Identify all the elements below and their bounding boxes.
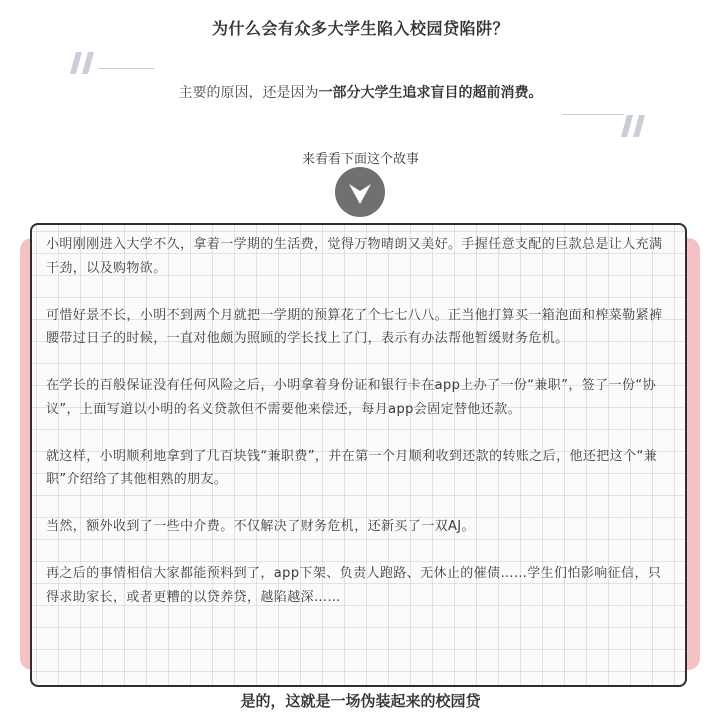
page-title: 为什么会有众多大学生陷入校园贷陷阱？: [211, 19, 509, 38]
story-paragraph: 小明刚刚进入大学不久，拿着一学期的生活费，觉得万物晴朗又美好。手握任意支配的巨款总是让人充满干劲，以及购物欲。: [46, 237, 663, 276]
story-paragraph: 再之后的事情相信大家都能预料到了，app下架、负责人跑路、无休止的催债……学生们怕影响征信，只得求助家长，或者更糟的以贷养贷，越陷越深……: [46, 566, 662, 605]
quote-close-icon: [619, 113, 651, 139]
story-paragraph: 就这样，小明顺利地拿到了几百块钱“兼职费”，并在第一个月顺利收到还款的转账之后，他还把这个“兼职”介绍给了其他相熟的朋友。: [46, 448, 658, 487]
story-card: [30, 223, 687, 687]
story-paragraph: 当然，额外收到了一些中介费。不仅解决了财务危机，还新买了一双AJ。: [46, 519, 475, 534]
arrow-circle: [335, 167, 385, 217]
story-paragraph: 在学长的百般保证没有任何风险之后，小明拿着身份证和银行卡在app上办了一份“兼职”，签了一份“协议”，上面写道以小明的名义贷款但不需要他来偿还，每月app会固定替他还款。: [46, 378, 656, 417]
divider-line-top: [98, 68, 154, 69]
subtitle-bold: 一部分大学生追求盲目的超前消费。: [318, 85, 543, 101]
story-prompt: 来看看下面这个故事: [301, 152, 419, 167]
subtitle: [0, 82, 721, 102]
subtitle-plain: 主要的原因，还是因为: [178, 85, 319, 101]
quote-open-icon: [68, 50, 100, 76]
story-paragraph: 可惜好景不长，小明不到两个月就把一学期的预算花了个七七八八。正当他打算买一箱泡面和榨菜勒紧裤腰带过日子的时候，一直对他颇为照顾的学长找上了门，表示有办法帮他暂缓财务危机。: [46, 307, 663, 346]
conclusion-text: 是的，这就是一场伪装起来的校园贷: [240, 692, 481, 710]
chevron-down-icon: [335, 167, 385, 217]
divider-line-bottom: [562, 114, 624, 115]
